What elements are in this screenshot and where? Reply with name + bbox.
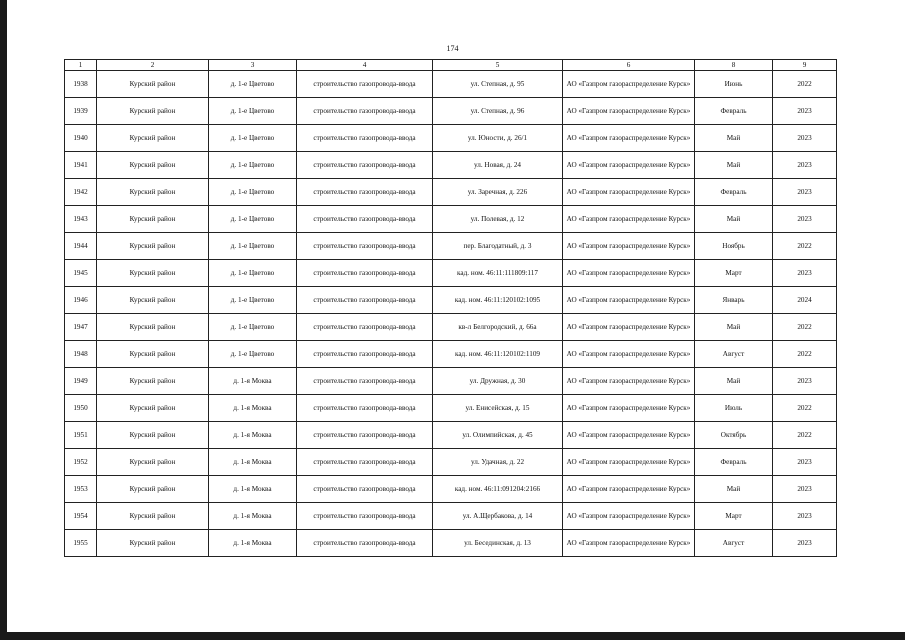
settlement-cell: д. 1-я Моква bbox=[209, 368, 297, 395]
year-cell: 2023 bbox=[773, 530, 837, 557]
row-number-cell: 1944 bbox=[65, 233, 97, 260]
district-cell: Курский район bbox=[97, 341, 209, 368]
header-col-9: 9 bbox=[773, 60, 837, 71]
address-cell: ул. Степная, д. 95 bbox=[433, 71, 563, 98]
table-row bbox=[65, 476, 837, 503]
table-body bbox=[65, 71, 837, 557]
work-type-cell: строительство газопровода-ввода bbox=[297, 476, 433, 503]
month-cell: Март bbox=[695, 503, 773, 530]
year-cell: 2022 bbox=[773, 422, 837, 449]
organization-cell: АО «Газпром газораспределение Курск» bbox=[563, 260, 695, 287]
organization-cell: АО «Газпром газораспределение Курск» bbox=[563, 179, 695, 206]
table-row bbox=[65, 314, 837, 341]
month-cell: Июнь bbox=[695, 71, 773, 98]
organization-cell: АО «Газпром газораспределение Курск» bbox=[563, 71, 695, 98]
month-cell: Февраль bbox=[695, 98, 773, 125]
month-cell: Май bbox=[695, 314, 773, 341]
row-number-cell: 1953 bbox=[65, 476, 97, 503]
month-cell: Ноябрь bbox=[695, 233, 773, 260]
district-cell: Курский район bbox=[97, 152, 209, 179]
address-cell: кад. ном. 46:11:111809:117 bbox=[433, 260, 563, 287]
row-number-cell: 1955 bbox=[65, 530, 97, 557]
address-cell: ул. Заречная, д. 226 bbox=[433, 179, 563, 206]
table-row bbox=[65, 503, 837, 530]
year-cell: 2023 bbox=[773, 476, 837, 503]
table-row bbox=[65, 368, 837, 395]
organization-cell: АО «Газпром газораспределение Курск» bbox=[563, 368, 695, 395]
table-row bbox=[65, 422, 837, 449]
work-type-cell: строительство газопровода-ввода bbox=[297, 233, 433, 260]
year-cell: 2024 bbox=[773, 287, 837, 314]
row-number-cell: 1948 bbox=[65, 341, 97, 368]
district-cell: Курский район bbox=[97, 233, 209, 260]
work-type-cell: строительство газопровода-ввода bbox=[297, 125, 433, 152]
year-cell: 2023 bbox=[773, 368, 837, 395]
settlement-cell: д. 1-е Цветово bbox=[209, 287, 297, 314]
organization-cell: АО «Газпром газораспределение Курск» bbox=[563, 233, 695, 260]
address-cell: пер. Благодатный, д. 3 bbox=[433, 233, 563, 260]
year-cell: 2023 bbox=[773, 152, 837, 179]
district-cell: Курский район bbox=[97, 395, 209, 422]
month-cell: Май bbox=[695, 125, 773, 152]
district-cell: Курский район bbox=[97, 368, 209, 395]
organization-cell: АО «Газпром газораспределение Курск» bbox=[563, 476, 695, 503]
row-number-cell: 1945 bbox=[65, 260, 97, 287]
work-type-cell: строительство газопровода-ввода bbox=[297, 341, 433, 368]
work-type-cell: строительство газопровода-ввода bbox=[297, 287, 433, 314]
gas-connection-table bbox=[64, 59, 837, 557]
district-cell: Курский район bbox=[97, 422, 209, 449]
row-number-cell: 1940 bbox=[65, 125, 97, 152]
header-col-1: 1 bbox=[65, 60, 97, 71]
settlement-cell: д. 1-е Цветово bbox=[209, 152, 297, 179]
work-type-cell: строительство газопровода-ввода bbox=[297, 206, 433, 233]
district-cell: Курский район bbox=[97, 125, 209, 152]
address-cell: ул. А.Щербакова, д. 14 bbox=[433, 503, 563, 530]
month-cell: Май bbox=[695, 368, 773, 395]
work-type-cell: строительство газопровода-ввода bbox=[297, 530, 433, 557]
address-cell: ул. Юности, д. 26/1 bbox=[433, 125, 563, 152]
address-cell: ул. Степная, д. 96 bbox=[433, 98, 563, 125]
page-number: 174 bbox=[446, 44, 459, 53]
year-cell: 2023 bbox=[773, 98, 837, 125]
district-cell: Курский район bbox=[97, 314, 209, 341]
address-cell: кад. ном. 46:11:120102:1095 bbox=[433, 287, 563, 314]
settlement-cell: д. 1-е Цветово bbox=[209, 260, 297, 287]
work-type-cell: строительство газопровода-ввода bbox=[297, 368, 433, 395]
year-cell: 2023 bbox=[773, 206, 837, 233]
settlement-cell: д. 1-я Моква bbox=[209, 395, 297, 422]
organization-cell: АО «Газпром газораспределение Курск» bbox=[563, 503, 695, 530]
settlement-cell: д. 1-е Цветово bbox=[209, 98, 297, 125]
row-number-cell: 1952 bbox=[65, 449, 97, 476]
settlement-cell: д. 1-е Цветово bbox=[209, 125, 297, 152]
header-col-4: 4 bbox=[297, 60, 433, 71]
table-row bbox=[65, 152, 837, 179]
settlement-cell: д. 1-я Моква bbox=[209, 422, 297, 449]
month-cell: Март bbox=[695, 260, 773, 287]
table-row bbox=[65, 206, 837, 233]
organization-cell: АО «Газпром газораспределение Курск» bbox=[563, 422, 695, 449]
year-cell: 2023 bbox=[773, 179, 837, 206]
row-number-cell: 1950 bbox=[65, 395, 97, 422]
settlement-cell: д. 1-я Моква bbox=[209, 476, 297, 503]
table-row bbox=[65, 530, 837, 557]
table-row bbox=[65, 233, 837, 260]
year-cell: 2023 bbox=[773, 449, 837, 476]
month-cell: Август bbox=[695, 341, 773, 368]
organization-cell: АО «Газпром газораспределение Курск» bbox=[563, 530, 695, 557]
district-cell: Курский район bbox=[97, 530, 209, 557]
table-row bbox=[65, 98, 837, 125]
settlement-cell: д. 1-е Цветово bbox=[209, 233, 297, 260]
address-cell: ул. Дружная, д. 30 bbox=[433, 368, 563, 395]
work-type-cell: строительство газопровода-ввода bbox=[297, 395, 433, 422]
settlement-cell: д. 1-е Цветово bbox=[209, 341, 297, 368]
work-type-cell: строительство газопровода-ввода bbox=[297, 71, 433, 98]
row-number-cell: 1954 bbox=[65, 503, 97, 530]
year-cell: 2022 bbox=[773, 233, 837, 260]
table-header-row bbox=[65, 60, 837, 71]
year-cell: 2022 bbox=[773, 341, 837, 368]
table-row bbox=[65, 125, 837, 152]
month-cell: Февраль bbox=[695, 449, 773, 476]
address-cell: ул. Бесединская, д. 13 bbox=[433, 530, 563, 557]
row-number-cell: 1943 bbox=[65, 206, 97, 233]
year-cell: 2022 bbox=[773, 314, 837, 341]
scan-edge-bottom bbox=[0, 632, 905, 640]
organization-cell: АО «Газпром газораспределение Курск» bbox=[563, 206, 695, 233]
work-type-cell: строительство газопровода-ввода bbox=[297, 503, 433, 530]
organization-cell: АО «Газпром газораспределение Курск» bbox=[563, 98, 695, 125]
settlement-cell: д. 1-е Цветово bbox=[209, 71, 297, 98]
table-row bbox=[65, 341, 837, 368]
table-row bbox=[65, 71, 837, 98]
month-cell: Май bbox=[695, 206, 773, 233]
settlement-cell: д. 1-я Моква bbox=[209, 530, 297, 557]
work-type-cell: строительство газопровода-ввода bbox=[297, 449, 433, 476]
address-cell: ул. Полевая, д. 12 bbox=[433, 206, 563, 233]
row-number-cell: 1939 bbox=[65, 98, 97, 125]
year-cell: 2023 bbox=[773, 125, 837, 152]
address-cell: кад. ном. 46:11:120102:1109 bbox=[433, 341, 563, 368]
row-number-cell: 1946 bbox=[65, 287, 97, 314]
row-number-cell: 1951 bbox=[65, 422, 97, 449]
settlement-cell: д. 1-е Цветово bbox=[209, 314, 297, 341]
header-col-6: 6 bbox=[563, 60, 695, 71]
settlement-cell: д. 1-е Цветово bbox=[209, 206, 297, 233]
organization-cell: АО «Газпром газораспределение Курск» bbox=[563, 449, 695, 476]
table-row bbox=[65, 395, 837, 422]
district-cell: Курский район bbox=[97, 206, 209, 233]
work-type-cell: строительство газопровода-ввода bbox=[297, 98, 433, 125]
month-cell: Май bbox=[695, 476, 773, 503]
district-cell: Курский район bbox=[97, 98, 209, 125]
year-cell: 2023 bbox=[773, 503, 837, 530]
header-col-5: 5 bbox=[433, 60, 563, 71]
month-cell: Октябрь bbox=[695, 422, 773, 449]
address-cell: кад. ном. 46:11:091204:2166 bbox=[433, 476, 563, 503]
month-cell: Май bbox=[695, 152, 773, 179]
year-cell: 2022 bbox=[773, 395, 837, 422]
header-col-3: 3 bbox=[209, 60, 297, 71]
district-cell: Курский район bbox=[97, 449, 209, 476]
organization-cell: АО «Газпром газораспределение Курск» bbox=[563, 152, 695, 179]
district-cell: Курский район bbox=[97, 287, 209, 314]
month-cell: Июль bbox=[695, 395, 773, 422]
header-col-8: 8 bbox=[695, 60, 773, 71]
work-type-cell: строительство газопровода-ввода bbox=[297, 314, 433, 341]
row-number-cell: 1942 bbox=[65, 179, 97, 206]
organization-cell: АО «Газпром газораспределение Курск» bbox=[563, 287, 695, 314]
row-number-cell: 1947 bbox=[65, 314, 97, 341]
district-cell: Курский район bbox=[97, 71, 209, 98]
address-cell: ул. Енисейская, д. 15 bbox=[433, 395, 563, 422]
row-number-cell: 1949 bbox=[65, 368, 97, 395]
settlement-cell: д. 1-я Моква bbox=[209, 449, 297, 476]
work-type-cell: строительство газопровода-ввода bbox=[297, 422, 433, 449]
organization-cell: АО «Газпром газораспределение Курск» bbox=[563, 125, 695, 152]
address-cell: ул. Новая, д. 24 bbox=[433, 152, 563, 179]
row-number-cell: 1941 bbox=[65, 152, 97, 179]
month-cell: Январь bbox=[695, 287, 773, 314]
settlement-cell: д. 1-е Цветово bbox=[209, 179, 297, 206]
header-col-2: 2 bbox=[97, 60, 209, 71]
table-row bbox=[65, 287, 837, 314]
scan-edge-left bbox=[0, 0, 7, 640]
organization-cell: АО «Газпром газораспределение Курск» bbox=[563, 314, 695, 341]
organization-cell: АО «Газпром газораспределение Курск» bbox=[563, 341, 695, 368]
table-row bbox=[65, 179, 837, 206]
work-type-cell: строительство газопровода-ввода bbox=[297, 152, 433, 179]
work-type-cell: строительство газопровода-ввода bbox=[297, 260, 433, 287]
address-cell: кв-л Белгородский, д. 66а bbox=[433, 314, 563, 341]
year-cell: 2023 bbox=[773, 260, 837, 287]
year-cell: 2022 bbox=[773, 71, 837, 98]
row-number-cell: 1938 bbox=[65, 71, 97, 98]
month-cell: Февраль bbox=[695, 179, 773, 206]
district-cell: Курский район bbox=[97, 503, 209, 530]
table-row bbox=[65, 449, 837, 476]
organization-cell: АО «Газпром газораспределение Курск» bbox=[563, 395, 695, 422]
table-row bbox=[65, 260, 837, 287]
address-cell: ул. Удачная, д. 22 bbox=[433, 449, 563, 476]
month-cell: Август bbox=[695, 530, 773, 557]
settlement-cell: д. 1-я Моква bbox=[209, 503, 297, 530]
district-cell: Курский район bbox=[97, 260, 209, 287]
address-cell: ул. Олимпийская, д. 45 bbox=[433, 422, 563, 449]
district-cell: Курский район bbox=[97, 179, 209, 206]
work-type-cell: строительство газопровода-ввода bbox=[297, 179, 433, 206]
district-cell: Курский район bbox=[97, 476, 209, 503]
